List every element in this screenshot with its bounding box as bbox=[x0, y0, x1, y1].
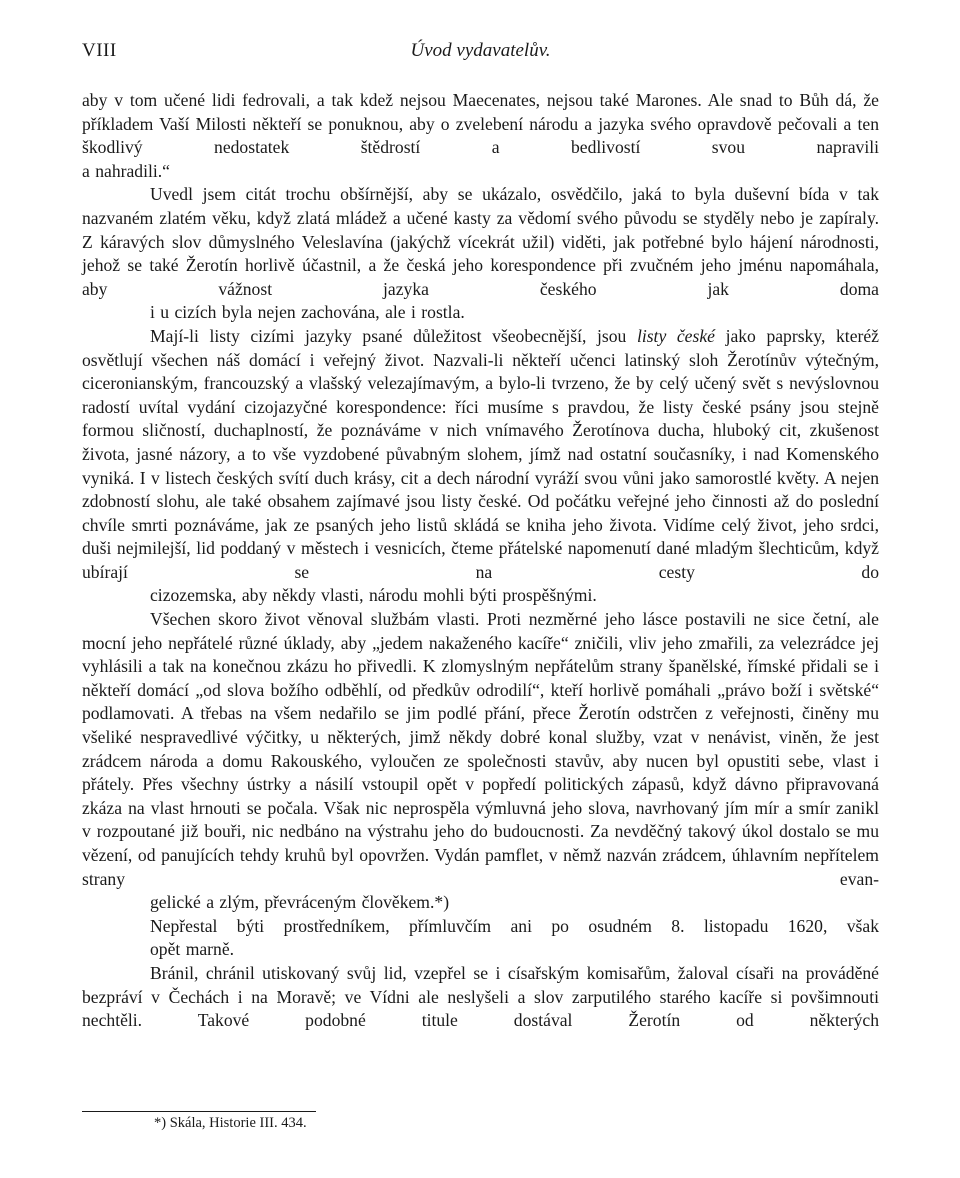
paragraph-5-last-line: opět marně. bbox=[150, 939, 235, 960]
footnote: *) Skála, Historie III. 434. bbox=[154, 1115, 307, 1131]
page-number: VIII bbox=[82, 40, 117, 61]
paragraph-3 bbox=[82, 325, 879, 608]
paragraph-5 bbox=[82, 915, 879, 962]
page-header bbox=[82, 40, 879, 66]
running-title: Úvod vydavatelův. bbox=[410, 40, 551, 61]
paragraph-4-last-line: gelické a zlým, převráceným člověkem.*) bbox=[150, 892, 450, 913]
paragraph-4 bbox=[82, 608, 879, 915]
paragraph-5-text: Nepřestal býti prostředníkem, přímluvčím ani po osudném 8. listopadu 1620, však bbox=[150, 915, 879, 936]
paragraph-1-last-line: a nahradili.“ bbox=[82, 160, 170, 181]
paragraph-4-text: Všechen skoro život věnoval službám vlasti. Proti nezměrné jeho lásce postavili ne sice četní, ale mocní jeho nepřátelé různé úklady, aby „jedem nakaženého kacíře“ zničili, vliv jeho zmařili, za velezrádce jej vyhlásili a tak na konečnou zkázu ho přivedli. K zlomyslným nepřátelům strany španělské, římské přidali se i někteří domácí „od slova božího odběhlí, od předkův odrodilí“, kteří horlivě pomáhali „právo boží i světské“ podlamovati. A třebas na všem nedařilo se jim podlé přání, přece Žerotín odstrčen z veřejnosti, činěny mu všeliké nespravedlivé výčitky, u některých, jimž někdy dobré konal služby, vzat v nenávist, viněn, že jest zrádcem národa a domu Rakouského, vyloučen ze společnosti stavův, aby nucen byl opustiti sebe, vlast i přátely. Přes všechny ústrky a násilí vstoupil opět v popředí politických zápasů, když dávno připravovaná zkáza na vlast hrnouti se počala. Však nic neprospěla výmluvná jeho slova, navrhovaný jím mír a smír zanikl v rozpoutané již bouři, nic nedbáno na výstrahu jeho do budoucnosti. Za nevděčný takový úkol dostalo se mu vězení, od panujících tehdy kruhů byl opovržen. Vydán pamflet, v němž nazván zrádcem, úhlavním nepřítelem strany evan- bbox=[82, 609, 879, 889]
paragraph-2 bbox=[82, 183, 879, 325]
paragraph-6-text: Bránil, chránil utiskovaný svůj lid, vzepřel se i císařským komisařům, žaloval císaři na prováděné bezpráví v Čechách i na Moravě; ve Vídni ale neslyšeli a slov zarputilého starého kacíře si povšimnouti nechtěli. Takové podobné titule dostával Žerotín od některých bbox=[82, 962, 879, 1031]
paragraph-2-last-line: i u cizích byla nejen zachována, ale i rostla. bbox=[150, 302, 465, 323]
paragraph-3-emphasis: listy české bbox=[636, 325, 715, 346]
footnote-rule bbox=[82, 1111, 316, 1112]
paragraph-6 bbox=[82, 962, 879, 1033]
paragraph-2-text: Uvedl jsem citát trochu obšírnější, aby se ukázalo, osvědčilo, jaká to byla duševní bída v tak nazvaném zlatém věku, když zlatá mládež a učené kasty za vědomí svého původu se styděly nebo je zapíraly. Z káravých slov důmyslného Veleslavína (jakýchž vícekrát užil) viděti, jak potřebné bylo hájení národnosti, jehož se také Žerotín horlivě účastnil, a že česká jeho korespondence při zvučném jeho jménu napomáhala, aby vážnost jazyka českého jak doma bbox=[82, 184, 879, 299]
paragraph-3-text: jako paprsky, kteréž osvětlují všechen náš domácí i veřejný život. Nazvali-li někteří učenci latinský sloh Žerotínův výtečným, ciceronianským, francouzský a vlašský velezajímavým, a bylo-li tvrzeno, že by celý učený svět s nevýslovnou radostí uvítal vydání cizojazyčné korespondence: říci musíme s pravdou, že listy české psány jsou stejně formou sličností, duchaplností, že poznáváme v nich vnímavého Žerotínova ducha, hluboký cit, zkušenost života, jasné názory, a to vše vyzdobené půvabným slohem, jímž nad ostatní současníky, i nad Komenského vyniká. I v listech českých svítí duch krásy, cit a dech národní vyráží svou vůni jako samorostlé květy. A nejen zdobností slohu, ale také obsahem zajímavé jsou listy české. Od počátku veřejné jeho činnosti až do poslední chvíle smrti poznáváme, jak ze psaných jeho listů skládá se kniha jeho života. Vidíme celý život, jeho srdci, duši nejmilejší, lid poddaný v městech i vesnicích, čteme přátelské napomenutí dané mladým šlechticům, když ubírají se na cesty do bbox=[82, 325, 879, 582]
paragraph-1-text: aby v tom učené lidi fedrovali, a tak kdež nejsou Maecenates, nejsou také Marones. Ale snad to Bůh dá, že příkladem Vaší Milosti někteří se ponuknou, aby o zvelebení národu a jazyka svého opravdově pečovali a ten škodlivý nedostatek štědrostí a bedlivostí svou napravili bbox=[82, 90, 879, 158]
paragraph-3-last-line: cizozemska, aby někdy vlasti, národu mohli býti prospěšnými. bbox=[150, 585, 597, 606]
page-body bbox=[82, 89, 879, 1033]
paragraph-3-text-start: Mají-li listy cizími jazyky psané důležitost všeobecnější, jsou bbox=[150, 325, 627, 346]
paragraph-1 bbox=[82, 89, 879, 183]
